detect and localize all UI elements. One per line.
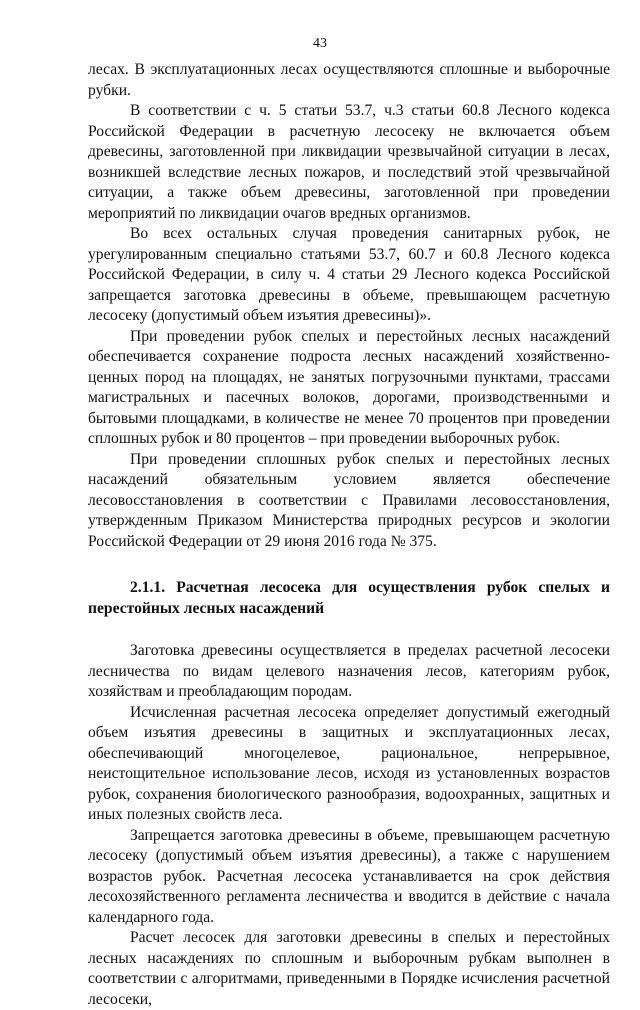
document-body xyxy=(88,60,610,1010)
paragraph: лесах. В эксплуатационных лесах осуществляются сплошные и выборочные рубки. xyxy=(88,61,610,99)
paragraph: Исчисленная расчетная лесосека определяет допустимый ежегодный объем изъятия древесины в защитных и эксплуатационных лесах, обеспечивающий многоцелевое, рациональное, непрерывное, неистощительное использование лесов, исходя из установленных возрастов рубок, сохранения биологического разнообразия, водоохранных, защитных и иных полезных свойств леса. xyxy=(88,703,610,823)
section-heading: 2.1.1. Расчетная лесосека для осуществления рубок спелых и перестойных лесных насаждений xyxy=(88,579,610,617)
paragraph: Запрещается заготовка древесины в объеме, превышающем расчетную лесосеку (допустимый объем изъятия древесины), а также с нарушением возрастов рубок. Расчетная лесосека устанавливается на срок действия лесохозяйственного регламента лесничества и вводится в действие с начала календарного года. xyxy=(88,826,610,926)
paragraph: В соответствии с ч. 5 статьи 53.7, ч.3 статьи 60.8 Лесного кодекса Российской Федерации в расчетную лесосеку не включается объем древесины, заготовленной при ликвидации чрезвычайной ситуации в лесах, возникшей вследствие лесных пожаров, и последствий этой чрезвычайной ситуации, а также объем древесины, заготовленной при проведении мероприятий по ликвидации очагов вредных организмов. xyxy=(88,102,610,222)
paragraph: Расчет лесосек для заготовки древесины в спелых и перестойных лесных насаждениях по сплошным и выборочным рубкам выполнен в соответствии с алгоритмами, приведенными в Порядке исчисления расчетной лесосеки, xyxy=(88,929,610,1008)
page-number: 43 xyxy=(313,36,327,51)
paragraph: Заготовка древесины осуществляется в пределах расчетной лесосеки лесничества по видам целевого назначения лесов, категориям рубок, хозяйствам и преобладающим породам. xyxy=(88,642,610,700)
paragraph: Во всех остальных случая проведения санитарных рубок, не урегулированным специально статьями 53.7, 60.7 и 60.8 Лесного кодекса Российской Федерации, в силу ч. 4 статьи 29 Лесного кодекса Российской запрещается заготовка древесины в объеме, превышающем расчетную лесосеку (допустимый объем изъятия древесины)». xyxy=(88,225,610,324)
paragraph: При проведении рубок спелых и перестойных лесных насаждений обеспечивается сохранение подроста лесных насаждений хозяйственно-ценных пород на площадях, не занятых погрузочными пунктами, трассами магистральных и пасечных волоков, дорогами, производственными и бытовыми площадками, в количестве не менее 70 процентов при проведении сплошных рубок и 80 процентов – при проведении выборочных рубок. xyxy=(88,327,610,447)
paragraph: При проведении сплошных рубок спелых и перестойных лесных насаждений обязательным условием является обеспечение лесовосстановления в соответствии с Правилами лесовосстановления, утвержденным Приказом Министерства природных ресурсов и экологии Российской Федерации от 29 июня 2016 года № 375. xyxy=(88,450,610,550)
